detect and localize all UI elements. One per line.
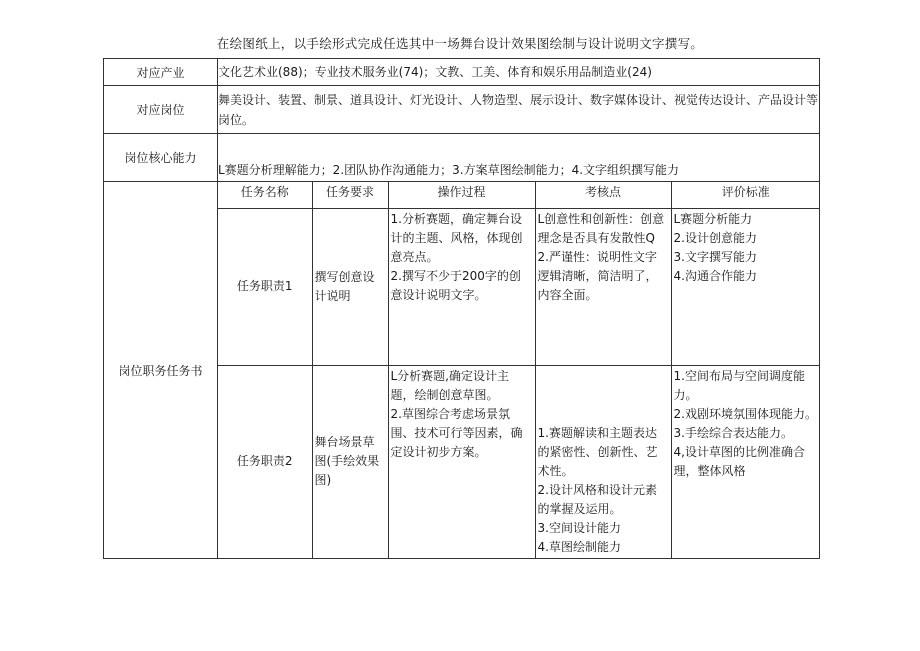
competition-task-table: [103, 58, 820, 559]
task-row-2: [218, 365, 820, 558]
task-1-name: 任务职责1: [218, 208, 312, 365]
intro-instruction: 在绘图纸上，以手绘形式完成任选其中一场舞台设计效果图绘制与设计说明文字撰写。: [216, 36, 704, 51]
header-assessment-points: 考核点: [535, 182, 671, 208]
task-1-criterion-3: 3.文字撰写能力: [673, 249, 757, 264]
header-process: 操作过程: [388, 182, 535, 208]
task-1-criterion-2: 2.设计创意能力: [673, 230, 757, 245]
task-2-criterion-3: 3.手绘综合表达能力。: [673, 425, 793, 440]
task-2-points: [535, 365, 671, 558]
core-ability-row: [104, 134, 820, 182]
task-1-points: [535, 208, 671, 365]
task-1-process-step-1: 1.分析赛题，确定舞台设计的主题、风格，体现创意亮点。: [390, 211, 523, 264]
task-2-process: [388, 365, 535, 558]
task-1-criterion-1: L赛题分析能力: [673, 211, 753, 226]
task-2-criterion-4: 4,设计草图的比例准确合理，整体风格: [673, 444, 805, 478]
task-1-process: [388, 208, 535, 365]
industry-value: 文化艺术业(88)；专业技术服务业(74)；文教、工美、体育和娱乐用品制造业(24): [218, 59, 820, 86]
task-1-point-2: 2.严谨性：说明性文字逻辑清晰，简洁明了，内容全面。: [537, 249, 658, 302]
core-ability-label: 岗位核心能力: [104, 134, 218, 182]
task-2-process-step-2: 2.草图综合考虑场景氛围、技术可行等因素，确定设计初步方案。: [390, 406, 523, 459]
header-task-requirement: 任务要求: [312, 182, 388, 208]
position-label: 对应岗位: [104, 86, 218, 134]
industry-label: 对应产业: [104, 59, 218, 86]
task-1-point-1: L创意性和创新性：创意理念是否具有发散性Q: [537, 211, 665, 245]
task-2-point-4: 4.草图绘制能力: [537, 540, 621, 554]
task-2-process-step-1: L分析赛题,确定设计主题，绘制创意草图。: [390, 368, 510, 402]
task-1-criterion-4: 4.沟通合作能力: [673, 268, 757, 283]
task-2-point-2: 2.设计风格和设计元素的掌握及运用。: [537, 483, 657, 516]
task-1-requirement: 撰写创意设计说明: [312, 208, 388, 365]
core-ability-value: L赛题分析理解能力；2.团队协作沟通能力；3.方案草图绘制能力；4.文字组织撰写能力: [218, 134, 820, 182]
task-book-label: 岗位职务任务书: [104, 182, 218, 559]
task-2-requirement: 舞台场景草图(手绘效果图): [312, 365, 388, 558]
header-task-name: 任务名称: [218, 182, 312, 208]
task-2-criterion-1: 1.空间布局与空间调度能力。: [673, 368, 805, 402]
position-value: 舞美设计、装置、制景、道具设计、灯光设计、人物造型、展示设计、数字媒体设计、视觉传达设计、产品设计等岗位。: [218, 86, 820, 134]
header-evaluation-criteria: 评价标准: [671, 182, 820, 208]
task-2-criteria: [671, 365, 820, 558]
position-row: [104, 86, 820, 134]
task-2-point-1: 1.赛题解读和主题表达的紧密性、创新性、艺术性。: [537, 426, 658, 478]
task-book-cell: [218, 182, 820, 559]
task-book-row: [104, 182, 820, 559]
task-2-name: 任务职责2: [218, 365, 312, 558]
task-1-process-step-2: 2.撰写不少于200字的创意设计说明文字。: [390, 268, 521, 302]
task-1-criteria: [671, 208, 820, 365]
task-2-criterion-2: 2.戏剧环境氛围体现能力。: [673, 406, 817, 421]
task-detail-table: [218, 182, 820, 558]
industry-row: [104, 59, 820, 86]
task-2-point-3: 3.空间设计能力: [537, 521, 621, 535]
task-header-row: [218, 182, 820, 208]
task-row-1: [218, 208, 820, 365]
